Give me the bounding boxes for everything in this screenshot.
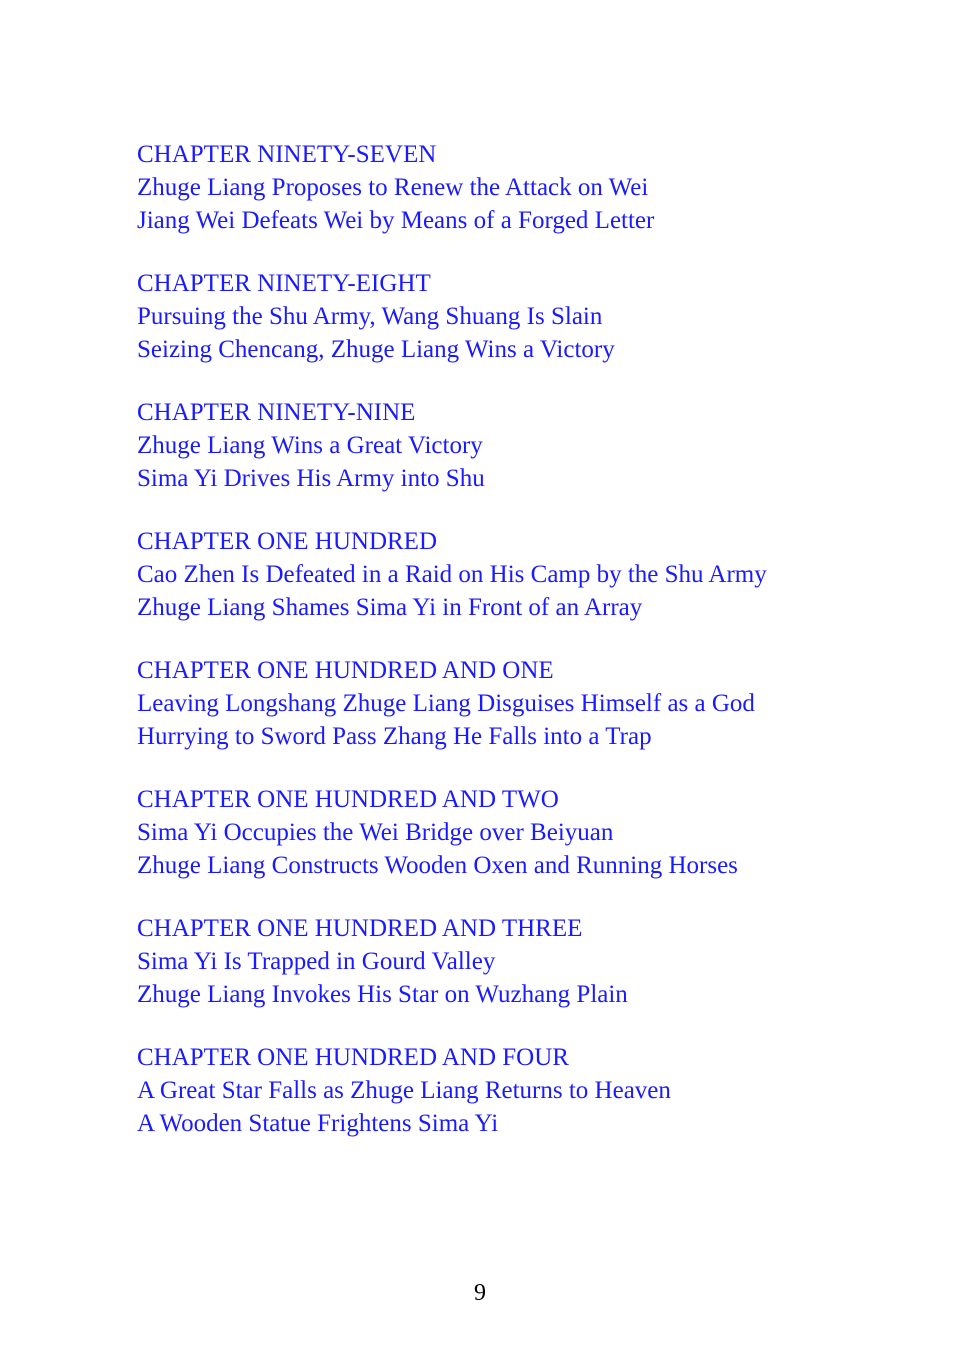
chapter-102-heading-link[interactable]: CHAPTER ONE HUNDRED AND TWO <box>137 786 559 813</box>
chapter-101-heading-link[interactable]: CHAPTER ONE HUNDRED AND ONE <box>137 657 554 684</box>
chapter-103-heading-link[interactable]: CHAPTER ONE HUNDRED AND THREE <box>137 915 583 942</box>
chapter-97-title-line-2-link[interactable]: Jiang Wei Defeats Wei by Means of a Forged Letter <box>137 207 655 234</box>
chapter-102-title-line-2-link[interactable]: Zhuge Liang Constructs Wooden Oxen and Running Horses <box>137 852 738 879</box>
chapter-101-title-line-1-link[interactable]: Leaving Longshang Zhuge Liang Disguises Himself as a God <box>137 690 755 717</box>
toc-entry-chapter-99 <box>137 396 822 495</box>
chapter-104-title-line-1-link[interactable]: A Great Star Falls as Zhuge Liang Returns to Heaven <box>137 1077 671 1104</box>
chapter-98-heading-link[interactable]: CHAPTER NINETY-EIGHT <box>137 270 431 297</box>
chapter-98-title-line-1-link[interactable]: Pursuing the Shu Army, Wang Shuang Is Slain <box>137 303 603 330</box>
page-number: 9 <box>474 1280 486 1306</box>
chapter-99-title-line-2-link[interactable]: Sima Yi Drives His Army into Shu <box>137 465 485 492</box>
chapter-102-title-line-1-link[interactable]: Sima Yi Occupies the Wei Bridge over Beiyuan <box>137 819 614 846</box>
table-of-contents <box>137 138 822 1170</box>
chapter-103-title-line-1-link[interactable]: Sima Yi Is Trapped in Gourd Valley <box>137 948 496 975</box>
chapter-100-title-line-1-link[interactable]: Cao Zhen Is Defeated in a Raid on His Camp by the Shu Army <box>137 561 767 588</box>
chapter-104-title-line-2-link[interactable]: A Wooden Statue Frightens Sima Yi <box>137 1110 499 1137</box>
chapter-103-title-line-2-link[interactable]: Zhuge Liang Invokes His Star on Wuzhang Plain <box>137 981 628 1008</box>
toc-entry-chapter-104 <box>137 1041 822 1140</box>
toc-entry-chapter-100 <box>137 525 822 624</box>
toc-entry-chapter-102 <box>137 783 822 882</box>
chapter-97-heading-link[interactable]: CHAPTER NINETY-SEVEN <box>137 141 437 168</box>
chapter-99-heading-link[interactable]: CHAPTER NINETY-NINE <box>137 399 416 426</box>
toc-entry-chapter-103 <box>137 912 822 1011</box>
chapter-99-title-line-1-link[interactable]: Zhuge Liang Wins a Great Victory <box>137 432 483 459</box>
chapter-101-title-line-2-link[interactable]: Hurrying to Sword Pass Zhang He Falls into a Trap <box>137 723 652 750</box>
toc-entry-chapter-98 <box>137 267 822 366</box>
toc-entry-chapter-97 <box>137 138 822 237</box>
chapter-100-title-line-2-link[interactable]: Zhuge Liang Shames Sima Yi in Front of an Array <box>137 594 643 621</box>
chapter-98-title-line-2-link[interactable]: Seizing Chencang, Zhuge Liang Wins a Victory <box>137 336 615 363</box>
chapter-97-title-line-1-link[interactable]: Zhuge Liang Proposes to Renew the Attack on Wei <box>137 174 649 201</box>
chapter-104-heading-link[interactable]: CHAPTER ONE HUNDRED AND FOUR <box>137 1044 569 1071</box>
chapter-100-heading-link[interactable]: CHAPTER ONE HUNDRED <box>137 528 437 555</box>
toc-entry-chapter-101 <box>137 654 822 753</box>
